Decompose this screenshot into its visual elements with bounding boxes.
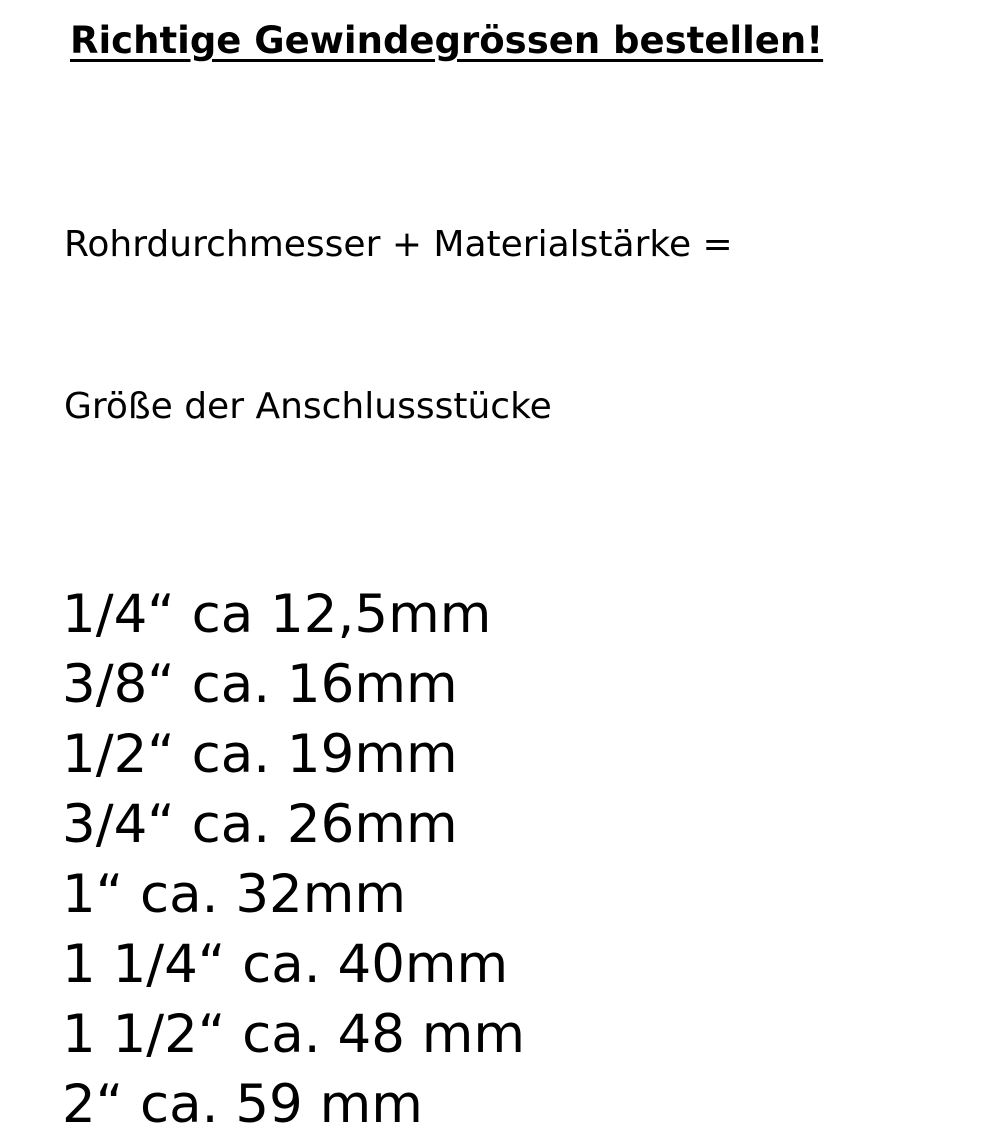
size-list xyxy=(62,580,980,1140)
list-item: 1/4“ ca 12,5mm xyxy=(62,584,492,646)
intro-line-2: Größe der Anschlussstücke xyxy=(64,386,552,428)
intro-paragraph xyxy=(64,110,980,542)
list-item: 1“ ca. 32mm xyxy=(62,864,407,926)
list-item: 2“ ca. 59 mm xyxy=(62,1073,423,1135)
page-title: Richtige Gewindegrössen bestellen! xyxy=(70,19,824,62)
list-item: 1 1/2“ ca. 48 mm xyxy=(62,1003,526,1065)
list-item: 3/4“ ca. 26mm xyxy=(62,794,458,856)
list-item: 3/8“ ca. 16mm xyxy=(62,654,458,716)
list-item: 1 1/4“ ca. 40mm xyxy=(62,934,509,996)
list-item: 1/2“ ca. 19mm xyxy=(62,724,458,786)
intro-line-1: Rohrdurchmesser + Materialstärke = xyxy=(64,224,733,266)
